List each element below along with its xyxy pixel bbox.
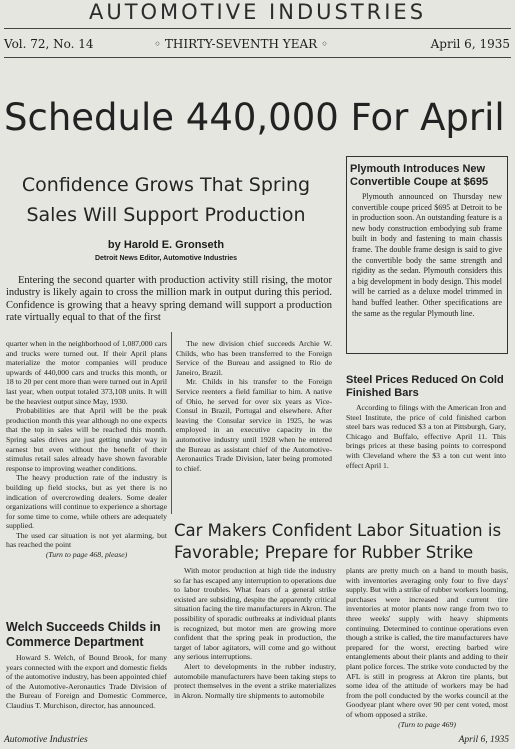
paragraph: Howard S. Welch, of Bound Brook, for many years connected with the export and domestic fields of the automotive industry, has been appointed chief of the Automotive-Aeronautics Trade Division of the Bureau of Foreign and Domestic Commerce, Claudius T. Murchison, director, has announced. [6, 653, 167, 710]
footer-publication: Automotive Industries [4, 735, 88, 745]
masthead-title: AUTOMOTIVE INDUSTRIES [88, 0, 427, 24]
paragraph: With motor production at high tide the industry so far has escaped any interruption to operations due to labor troubles. What fears of a general strike existed are subsiding, despite the apparently critical situation facing the tire manufacturers in Akron. The possibility of sporadic outbreaks at individual plants is recognized, but motor men are growing more confident that the spring peak in production, the target of labor agitators, will come and go without any serious interruptions. [174, 566, 336, 662]
welch-headline: Welch Succeeds Childs in Commerce Department [6, 620, 161, 649]
paragraph: Mr. Childs in his transfer to the Foreign Service reenters a field familiar to him. A native of Ohio, he served for over six years as Vice-Consul in Brazil, Portugal and elsewhere. After leaving the Consular service in 1925, he was employed in an executive capacity in the automotive industry until 1928 when he entered the Bureau as assistant chief of the Automotive-Aeronautics Trade Division, later being promoted to chief. [176, 377, 332, 473]
continued-note: (Turn to page 468, please) [45, 550, 128, 560]
childs-article-column [176, 339, 332, 473]
byline-role: Detroit News Editor, Automotive Industries [94, 255, 238, 262]
byline: by Harold E. Gronseth [107, 239, 225, 251]
year-label: ◦ THIRTY-SEVENTH YEAR ◦ [154, 37, 329, 51]
labor-headline: Car Makers Confident Labor Situation is Favorable; Prepare for Rubber Strike [174, 521, 502, 562]
info-rule [4, 57, 511, 58]
paragraph: The new division chief succeeds Archie W. Childs, who has been transferred to the Foreign Service of the Bureau and assigned to Rio de Janeiro, Brazil. [176, 339, 332, 377]
labor-column-b [346, 566, 508, 729]
footer-date: April 6, 1935 [458, 735, 509, 745]
continued-note: (Turn to page 469) [398, 719, 456, 729]
lead-article-column [6, 339, 167, 560]
paragraph: Probabilities are that April will be the peak production month this year although no one expects that the top in sales will be reached this month. Spring sales drives are just getting under way in earnest but even without the benefit of their stimulus retail sales already have shown favorable response to improving weather conditions. [6, 406, 167, 473]
main-title: Schedule 440,000 For April [4, 96, 505, 139]
plymouth-headline: Plymouth Introduces New Convertible Coupe at $695 [350, 163, 489, 188]
plymouth-body [352, 192, 502, 319]
lead-headline: Confidence Grows That Spring Sales Will Support Production [21, 174, 311, 226]
column-divider [171, 332, 172, 514]
welch-article-body [6, 653, 167, 711]
issue-info-bar [4, 35, 510, 53]
issue-date: April 6, 1935 [430, 37, 510, 51]
steel-headline: Steel Prices Reduced On Cold Finished Bars [346, 374, 504, 399]
paragraph: The used car situation is not yet alarming, but has reached the point [6, 530, 167, 550]
paragraph: Plymouth announced on Thursday new convertible coupe priced $695 at Detroit to be in production soon. An outstanding feature is a new body construction embodying sub frame built in body and fastening to main chassis frame. The double frame design is said to give the convertible body the same strength and rigidity as the sedan. Plymouth considers this a big development in body design. This model will be carried as a deluxe model trimmed in hand buffed leather. Other specifications are the same as the regular Plymouth line. [352, 192, 502, 318]
paragraph: According to filings with the American Iron and Steel Institute, the price of cold finished carbon steel bars was reduced $3 a ton at Pittsburgh, Gary, Chicago and Buffalo, effective April 11. This brings prices at these basing points to correspond with Cleveland where the $3 a ton cut went into effect April 1. [346, 403, 506, 470]
paragraph: The heavy production rate of the industry is building up field stocks, but as yet there is no indication of overcrowding dealers. Some dealer organizations will continue to experience a shortage for some time to come, while others are adequately supplied. [6, 473, 167, 531]
lead-paragraph: Entering the second quarter with production activity still rising, the motor industry is likely again to cross the million mark in output during this period. Confidence is growing that a heavy spring demand will support a production rate virtually equal to that of the first [6, 275, 332, 324]
paragraph: quarter when in the neighborhood of 1,087,000 cars and trucks were turned out. If their April plans materialize the motor companies will produce upwards of 440,000 cars and trucks this month, or 18 to 20 per cent more than were turned out in April last year, when output totaled 373,108 units. It will be the heaviest output since May, 1930. [6, 339, 167, 406]
steel-body [346, 403, 506, 470]
masthead-rule [4, 28, 511, 29]
volume-number: Vol. 72, No. 14 [4, 37, 94, 51]
paragraph: plants are pretty much on a hand to mouth basis, with inventories averaging only four to five days' supply. But with a strike of rubber workers looming, purchases were increased and current tire inventories at motor plants now range from two to three weeks' supply with heavy shipments continuing. Determined to continue operations even though a strike is called, the tire manufacturers have prepared for the worst, erecting barbed wire entanglements about their plants and adding to their plant police forces. The strike vote conducted by the AFL is still in progress at Akron tire plants, but some idea of the attitude of workers may be had from the poll conducted by the works council at the Goodyear plant where over 90 per cent voted, most of whom opposed a strike. [346, 566, 508, 719]
paragraph: Alert to developments in the rubber industry, automobile manufacturers have been taking steps to protect themselves in the event a strike materializes in Akron. Normally tire shipments to automobile [174, 661, 336, 700]
labor-column-a [174, 566, 336, 700]
